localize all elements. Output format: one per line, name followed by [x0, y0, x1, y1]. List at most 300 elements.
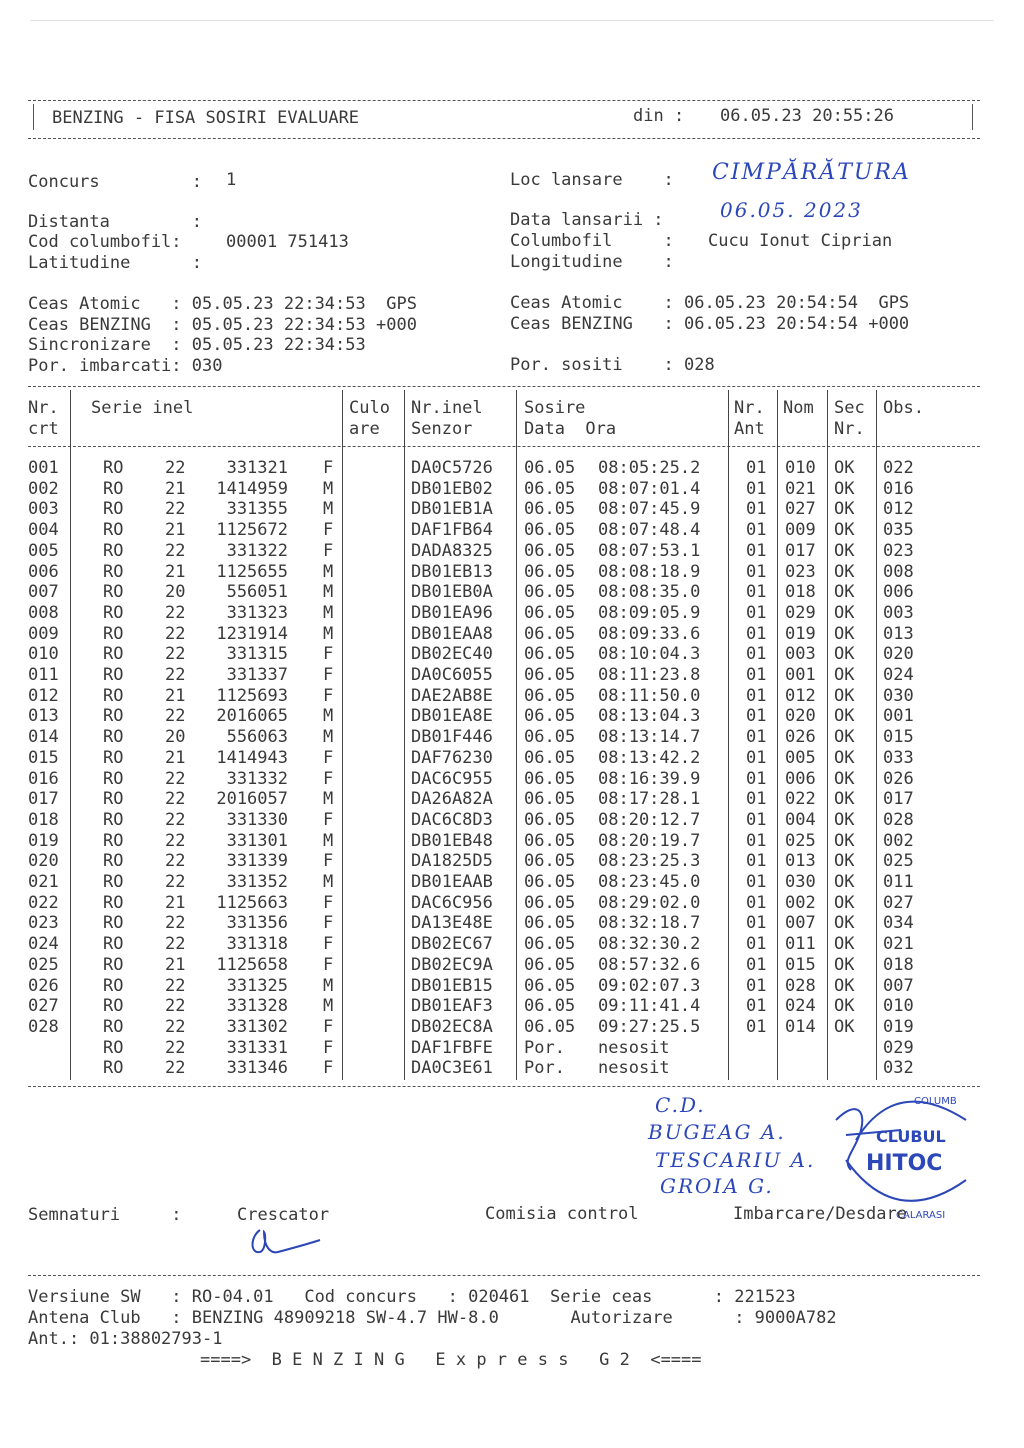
table-row — [0, 499, 1024, 520]
cell-num: 331318 — [226, 934, 288, 955]
cell-yr: 21 — [165, 685, 186, 706]
cell-num: 331346 — [226, 1058, 288, 1079]
cell-crt: 010 — [28, 644, 59, 665]
cell-sen: DB01EB13 — [411, 561, 493, 582]
cell-nom: 025 — [785, 830, 816, 851]
cell-nom: 007 — [785, 913, 816, 934]
cell-obs: 028 — [883, 809, 914, 830]
table-row — [0, 934, 1024, 955]
table-row — [0, 789, 1024, 810]
cell-ant: 01 — [746, 934, 767, 955]
cell-ant: 01 — [746, 851, 767, 872]
cell-ant: 01 — [746, 582, 767, 603]
cell-obs: 025 — [883, 851, 914, 872]
table-row — [0, 644, 1024, 665]
cell-ro: RO — [103, 582, 124, 603]
col-senzor-header: Senzor — [411, 419, 473, 439]
cell-sex: F — [323, 1058, 334, 1079]
cell-crt: 009 — [28, 623, 59, 644]
cell-sec: OK — [834, 892, 855, 913]
cell-ant: 01 — [746, 685, 767, 706]
cell-sen: DB01F446 — [411, 727, 493, 748]
cell-sen: DAC6C956 — [411, 892, 493, 913]
cell-ro: RO — [103, 872, 124, 892]
cell-crt: 002 — [28, 478, 59, 499]
cell-ant: 01 — [746, 872, 767, 892]
cell-time: 09:11:41.4 — [598, 996, 701, 1017]
table-row — [0, 1058, 1024, 1079]
cell-num: 331330 — [226, 809, 288, 830]
col-nrant-header: Nr. — [734, 398, 765, 418]
table-row — [0, 976, 1024, 997]
cell-num: 331337 — [226, 665, 288, 685]
cell-date: 06.05 — [524, 913, 576, 934]
cell-num: 331321 — [226, 458, 288, 478]
cell-ant: 01 — [746, 747, 767, 768]
cell-date: 06.05 — [524, 1016, 576, 1037]
cell-ant: 01 — [746, 540, 767, 561]
cell-sec: OK — [834, 665, 855, 685]
table-row — [0, 955, 1024, 976]
header-bottom-rule — [28, 138, 980, 139]
handwritten-cd: C.D. — [655, 1093, 706, 1117]
table-row — [0, 893, 1024, 914]
cell-sex: F — [323, 768, 334, 789]
cell-crt: 019 — [28, 830, 59, 851]
cell-num: 1414943 — [216, 747, 288, 768]
cell-num: 2016065 — [216, 706, 288, 727]
cell-num: 556051 — [226, 582, 288, 603]
cell-yr: 20 — [165, 727, 186, 748]
cell-obs: 010 — [883, 996, 914, 1017]
cell-ant: 01 — [746, 727, 767, 748]
table-row — [0, 520, 1024, 541]
cell-nom: 022 — [785, 789, 816, 810]
cell-sec: OK — [834, 499, 855, 520]
cell-yr: 22 — [165, 789, 186, 810]
cell-yr: 22 — [165, 644, 186, 665]
cell-date: 06.05 — [524, 996, 576, 1017]
cell-ro: RO — [103, 892, 124, 913]
cell-yr: 22 — [165, 623, 186, 644]
cell-sec: OK — [834, 458, 855, 478]
ceas-atomic-end: Ceas Atomic : 06.05.23 20:54:54 GPS — [510, 293, 910, 313]
table-row — [0, 458, 1024, 479]
cell-num: 331328 — [226, 996, 288, 1017]
cell-time: 08:13:42.2 — [598, 747, 701, 768]
cell-sec: OK — [834, 872, 855, 892]
cell-obs: 035 — [883, 520, 914, 541]
cell-sex: F — [323, 1037, 334, 1058]
cell-sen: DAC6C8D3 — [411, 809, 493, 830]
cell-time: 08:08:18.9 — [598, 561, 701, 582]
cell-obs: 006 — [883, 582, 914, 603]
cell-sen: DB01EAF3 — [411, 996, 493, 1017]
cell-nom: 012 — [785, 685, 816, 706]
cell-yr: 21 — [165, 747, 186, 768]
cell-sen: DA0C5726 — [411, 458, 493, 478]
cell-sex: F — [323, 747, 334, 768]
cell-num: 331331 — [226, 1037, 288, 1058]
imbarcare-label: Imbarcare/Desdare — [733, 1204, 907, 1224]
cell-num: 1231914 — [216, 623, 288, 644]
cell-time: nesosit — [598, 1058, 670, 1079]
cell-sex: F — [323, 934, 334, 955]
sincronizare: Sincronizare : 05.05.23 22:34:53 — [28, 335, 366, 355]
cell-time: 08:07:53.1 — [598, 540, 701, 561]
cell-time: 09:27:25.5 — [598, 1016, 701, 1037]
cell-ro: RO — [103, 644, 124, 665]
loc-lansare-handwritten: CIMPĂRĂTURA — [712, 160, 911, 185]
cell-sex: F — [323, 809, 334, 830]
table-row — [0, 727, 1024, 748]
cell-sec: OK — [834, 954, 855, 975]
cell-ro: RO — [103, 602, 124, 623]
ceas-atomic-start: Ceas Atomic : 05.05.23 22:34:53 GPS — [28, 294, 417, 314]
cell-sex: F — [323, 851, 334, 872]
cell-sec: OK — [834, 975, 855, 996]
cell-sen: DB02EC8A — [411, 1016, 493, 1037]
cell-yr: 22 — [165, 458, 186, 478]
col-sec-header-2: Nr. — [834, 419, 865, 439]
cell-num: 331355 — [226, 499, 288, 520]
cell-nom: 001 — [785, 665, 816, 685]
cell-yr: 22 — [165, 706, 186, 727]
cell-crt: 024 — [28, 934, 59, 955]
cell-sex: M — [323, 706, 334, 727]
cell-yr: 22 — [165, 1016, 186, 1037]
cell-time: 08:23:45.0 — [598, 872, 701, 892]
cell-crt: 007 — [28, 582, 59, 603]
cell-sen: DB01EAAB — [411, 872, 493, 892]
cell-date: 06.05 — [524, 747, 576, 768]
cell-ant: 01 — [746, 458, 767, 478]
col-nrinel-header: Nr.inel — [411, 398, 483, 418]
cell-obs: 013 — [883, 623, 914, 644]
cell-ro: RO — [103, 768, 124, 789]
table-row — [0, 582, 1024, 603]
table-row — [0, 872, 1024, 893]
cell-num: 331315 — [226, 644, 288, 665]
cell-time: 08:32:30.2 — [598, 934, 701, 955]
cell-ro: RO — [103, 996, 124, 1017]
longitudine-label: Longitudine : — [510, 252, 674, 272]
cell-obs: 024 — [883, 665, 914, 685]
cell-num: 1125655 — [216, 561, 288, 582]
cell-yr: 22 — [165, 1058, 186, 1079]
cell-obs: 007 — [883, 975, 914, 996]
cell-nom: 013 — [785, 851, 816, 872]
cell-crt: 021 — [28, 872, 59, 892]
cell-nom: 006 — [785, 768, 816, 789]
cell-sec: OK — [834, 934, 855, 955]
ceas-benzing-end: Ceas BENZING : 06.05.23 20:54:54 +000 — [510, 314, 910, 334]
cell-sen: DB01EAA8 — [411, 623, 493, 644]
col-culoare-header-2: are — [349, 419, 380, 439]
cell-num: 331323 — [226, 602, 288, 623]
cell-sec: OK — [834, 789, 855, 810]
cell-time: 08:07:01.4 — [598, 478, 701, 499]
cell-time: 08:09:33.6 — [598, 623, 701, 644]
cell-sex: F — [323, 458, 334, 478]
cell-ro: RO — [103, 685, 124, 706]
cell-sec: OK — [834, 851, 855, 872]
cell-yr: 22 — [165, 934, 186, 955]
cell-time: 08:16:39.9 — [598, 768, 701, 789]
cell-ant: 01 — [746, 768, 767, 789]
cell-date: Por. — [524, 1037, 565, 1058]
cell-crt: 020 — [28, 851, 59, 872]
cell-sen: DAC6C955 — [411, 768, 493, 789]
cell-sen: DB02EC67 — [411, 934, 493, 955]
cell-sex: M — [323, 830, 334, 851]
cell-date: 06.05 — [524, 768, 576, 789]
col-serie-header: Serie inel — [91, 398, 194, 418]
footer-ant: Ant.: 01:38802793-1 — [28, 1329, 223, 1349]
table-row — [0, 769, 1024, 790]
cell-yr: 22 — [165, 499, 186, 520]
cell-date: 06.05 — [524, 623, 576, 644]
cell-sen: DB01EB48 — [411, 830, 493, 851]
cell-ro: RO — [103, 706, 124, 727]
cell-ro: RO — [103, 913, 124, 934]
cell-sec: OK — [834, 768, 855, 789]
header-right-border — [972, 104, 973, 130]
cell-time: 08:10:04.3 — [598, 644, 701, 665]
cell-sec: OK — [834, 1016, 855, 1037]
cell-sen: DADA8325 — [411, 540, 493, 561]
cell-crt: 017 — [28, 789, 59, 810]
concurs-label: Concurs : — [28, 172, 202, 192]
cell-nom: 024 — [785, 996, 816, 1017]
cell-num: 331352 — [226, 872, 288, 892]
cell-obs: 019 — [883, 1016, 914, 1037]
footer-versiune: Versiune SW : RO-04.01 Cod concurs : 020461 Serie ceas : 221523 — [28, 1287, 796, 1307]
cell-nom: 028 — [785, 975, 816, 996]
table-row — [0, 603, 1024, 624]
cell-num: 331322 — [226, 540, 288, 561]
cell-date: 06.05 — [524, 727, 576, 748]
cell-date: 06.05 — [524, 954, 576, 975]
crescator-label: Crescator — [237, 1205, 330, 1225]
cell-ant: 01 — [746, 892, 767, 913]
cell-sex: F — [323, 685, 334, 706]
din-value: 06.05.23 20:55:26 — [720, 106, 894, 126]
table-row — [0, 541, 1024, 562]
table-row — [0, 479, 1024, 500]
cell-ant: 01 — [746, 644, 767, 665]
cell-date: 06.05 — [524, 499, 576, 520]
cell-nom: 018 — [785, 582, 816, 603]
cell-sex: F — [323, 665, 334, 685]
cell-ro: RO — [103, 665, 124, 685]
handwritten-name-3: GROIA G. — [660, 1174, 774, 1198]
cell-obs: 008 — [883, 561, 914, 582]
cell-sec: OK — [834, 830, 855, 851]
cell-yr: 21 — [165, 954, 186, 975]
cell-ant: 01 — [746, 499, 767, 520]
cell-crt: 026 — [28, 975, 59, 996]
cell-ant: 01 — [746, 602, 767, 623]
cell-date: 06.05 — [524, 478, 576, 499]
cell-time: 08:07:45.9 — [598, 499, 701, 520]
cell-time: 08:11:50.0 — [598, 685, 701, 706]
cell-sec: OK — [834, 582, 855, 603]
cell-sex: M — [323, 996, 334, 1017]
cell-nom: 002 — [785, 892, 816, 913]
table-row — [0, 686, 1024, 707]
cell-date: 06.05 — [524, 706, 576, 727]
cell-ant: 01 — [746, 665, 767, 685]
cell-obs: 029 — [883, 1037, 914, 1058]
cell-ro: RO — [103, 789, 124, 810]
cell-date: 06.05 — [524, 665, 576, 685]
table-row — [0, 624, 1024, 645]
cell-date: 06.05 — [524, 809, 576, 830]
cell-sen: DB01EA96 — [411, 602, 493, 623]
cell-ro: RO — [103, 747, 124, 768]
page-top-edge — [30, 20, 994, 21]
cell-date: 06.05 — [524, 685, 576, 706]
cell-sec: OK — [834, 623, 855, 644]
cell-yr: 22 — [165, 809, 186, 830]
cell-crt: 016 — [28, 768, 59, 789]
cell-sec: OK — [834, 685, 855, 706]
cell-sen: DAF1FBFE — [411, 1037, 493, 1058]
col-culoare-header: Culo — [349, 398, 390, 418]
cell-sen: DAE2AB8E — [411, 685, 493, 706]
cell-crt: 022 — [28, 892, 59, 913]
cell-yr: 21 — [165, 561, 186, 582]
cell-num: 331302 — [226, 1016, 288, 1037]
cell-num: 1125693 — [216, 685, 288, 706]
cell-sen: DB02EC9A — [411, 954, 493, 975]
cell-num: 331325 — [226, 975, 288, 996]
cell-crt: 028 — [28, 1016, 59, 1037]
cell-nom: 019 — [785, 623, 816, 644]
cell-time: 08:05:25.2 — [598, 458, 701, 478]
cell-sec: OK — [834, 747, 855, 768]
cell-sec: OK — [834, 540, 855, 561]
cell-obs: 034 — [883, 913, 914, 934]
cell-yr: 22 — [165, 996, 186, 1017]
cell-num: 1125672 — [216, 520, 288, 541]
cell-time: 08:13:04.3 — [598, 706, 701, 727]
columbofil-value: Cucu Ionut Ciprian — [708, 231, 893, 251]
cell-crt: 004 — [28, 520, 59, 541]
cell-nom: 014 — [785, 1016, 816, 1037]
cell-date: 06.05 — [524, 582, 576, 603]
cell-sen: DA0C6055 — [411, 665, 493, 685]
data-lansarii-label: Data lansarii : — [510, 210, 664, 230]
cell-crt: 008 — [28, 602, 59, 623]
cell-sec: OK — [834, 644, 855, 665]
comisia-label: Comisia control — [485, 1204, 639, 1224]
cell-num: 1125658 — [216, 954, 288, 975]
cell-date: 06.05 — [524, 540, 576, 561]
cell-nom: 020 — [785, 706, 816, 727]
cell-crt: 025 — [28, 954, 59, 975]
cell-obs: 002 — [883, 830, 914, 851]
table-top-rule — [28, 386, 980, 387]
cell-sec: OK — [834, 996, 855, 1017]
cell-num: 1414959 — [216, 478, 288, 499]
cell-time: 08:13:14.7 — [598, 727, 701, 748]
cell-ant: 01 — [746, 913, 767, 934]
col-crt-header: crt — [28, 419, 59, 439]
cell-yr: 21 — [165, 478, 186, 499]
cell-obs: 011 — [883, 872, 914, 892]
cell-nom: 004 — [785, 809, 816, 830]
col-sec-header: Sec — [834, 398, 865, 418]
cell-sen: DB01EB1A — [411, 499, 493, 520]
cell-time: 08:09:05.9 — [598, 602, 701, 623]
col-nr-header: Nr. — [28, 398, 59, 418]
cell-time: 08:23:25.3 — [598, 851, 701, 872]
din-label: din : — [633, 106, 685, 126]
cell-sen: DAF1FB64 — [411, 520, 493, 541]
table-row — [0, 706, 1024, 727]
cell-time: 09:02:07.3 — [598, 975, 701, 996]
semnaturi-label: Semnaturi : — [28, 1205, 182, 1225]
cell-sex: M — [323, 872, 334, 892]
cell-yr: 22 — [165, 851, 186, 872]
cell-crt: 001 — [28, 458, 59, 478]
cell-ant: 01 — [746, 623, 767, 644]
cell-yr: 20 — [165, 582, 186, 603]
cell-crt: 006 — [28, 561, 59, 582]
cell-date: 06.05 — [524, 851, 576, 872]
table-row — [0, 851, 1024, 872]
table-row — [0, 665, 1024, 686]
stamp-bottom-text: CALARASI — [896, 1210, 946, 1220]
cell-yr: 22 — [165, 540, 186, 561]
cell-num: 556063 — [226, 727, 288, 748]
cell-nom: 003 — [785, 644, 816, 665]
cell-ant: 01 — [746, 975, 767, 996]
handwritten-name-1: BUGEAG A. — [648, 1120, 786, 1144]
cell-nom: 015 — [785, 954, 816, 975]
footer-antena: Antena Club : BENZING 48909218 SW-4.7 HW-8.0 Autorizare : 9000A782 — [28, 1308, 837, 1328]
columbofil-label: Columbofil : — [510, 231, 674, 251]
table-row — [0, 831, 1024, 852]
cell-obs: 017 — [883, 789, 914, 810]
cell-time: 08:07:48.4 — [598, 520, 701, 541]
cell-time: 08:20:12.7 — [598, 809, 701, 830]
cell-time: 08:17:28.1 — [598, 789, 701, 810]
cell-sex: F — [323, 540, 334, 561]
cell-sen: DB01EB02 — [411, 478, 493, 499]
cell-ant: 01 — [746, 996, 767, 1017]
cell-obs: 018 — [883, 954, 914, 975]
cell-date: 06.05 — [524, 975, 576, 996]
cell-crt: 011 — [28, 665, 59, 685]
stamp-mid-text-2: HITOC — [866, 1151, 943, 1176]
cell-ro: RO — [103, 1037, 124, 1058]
cell-date: 06.05 — [524, 602, 576, 623]
concurs-value: 1 — [226, 170, 237, 190]
cod-columbofil-label: Cod columbofil: — [28, 232, 182, 252]
ceas-benzing-start: Ceas BENZING : 05.05.23 22:34:53 +000 — [28, 315, 417, 335]
cell-time: 08:11:23.8 — [598, 665, 701, 685]
data-lansarii-handwritten: 06.05. 2023 — [720, 198, 863, 222]
document-title: BENZING - FISA SOSIRI EVALUARE — [52, 108, 360, 128]
cell-sex: F — [323, 644, 334, 665]
cell-sex: M — [323, 975, 334, 996]
cell-num: 331339 — [226, 851, 288, 872]
cell-ant: 01 — [746, 809, 767, 830]
cell-yr: 21 — [165, 520, 186, 541]
